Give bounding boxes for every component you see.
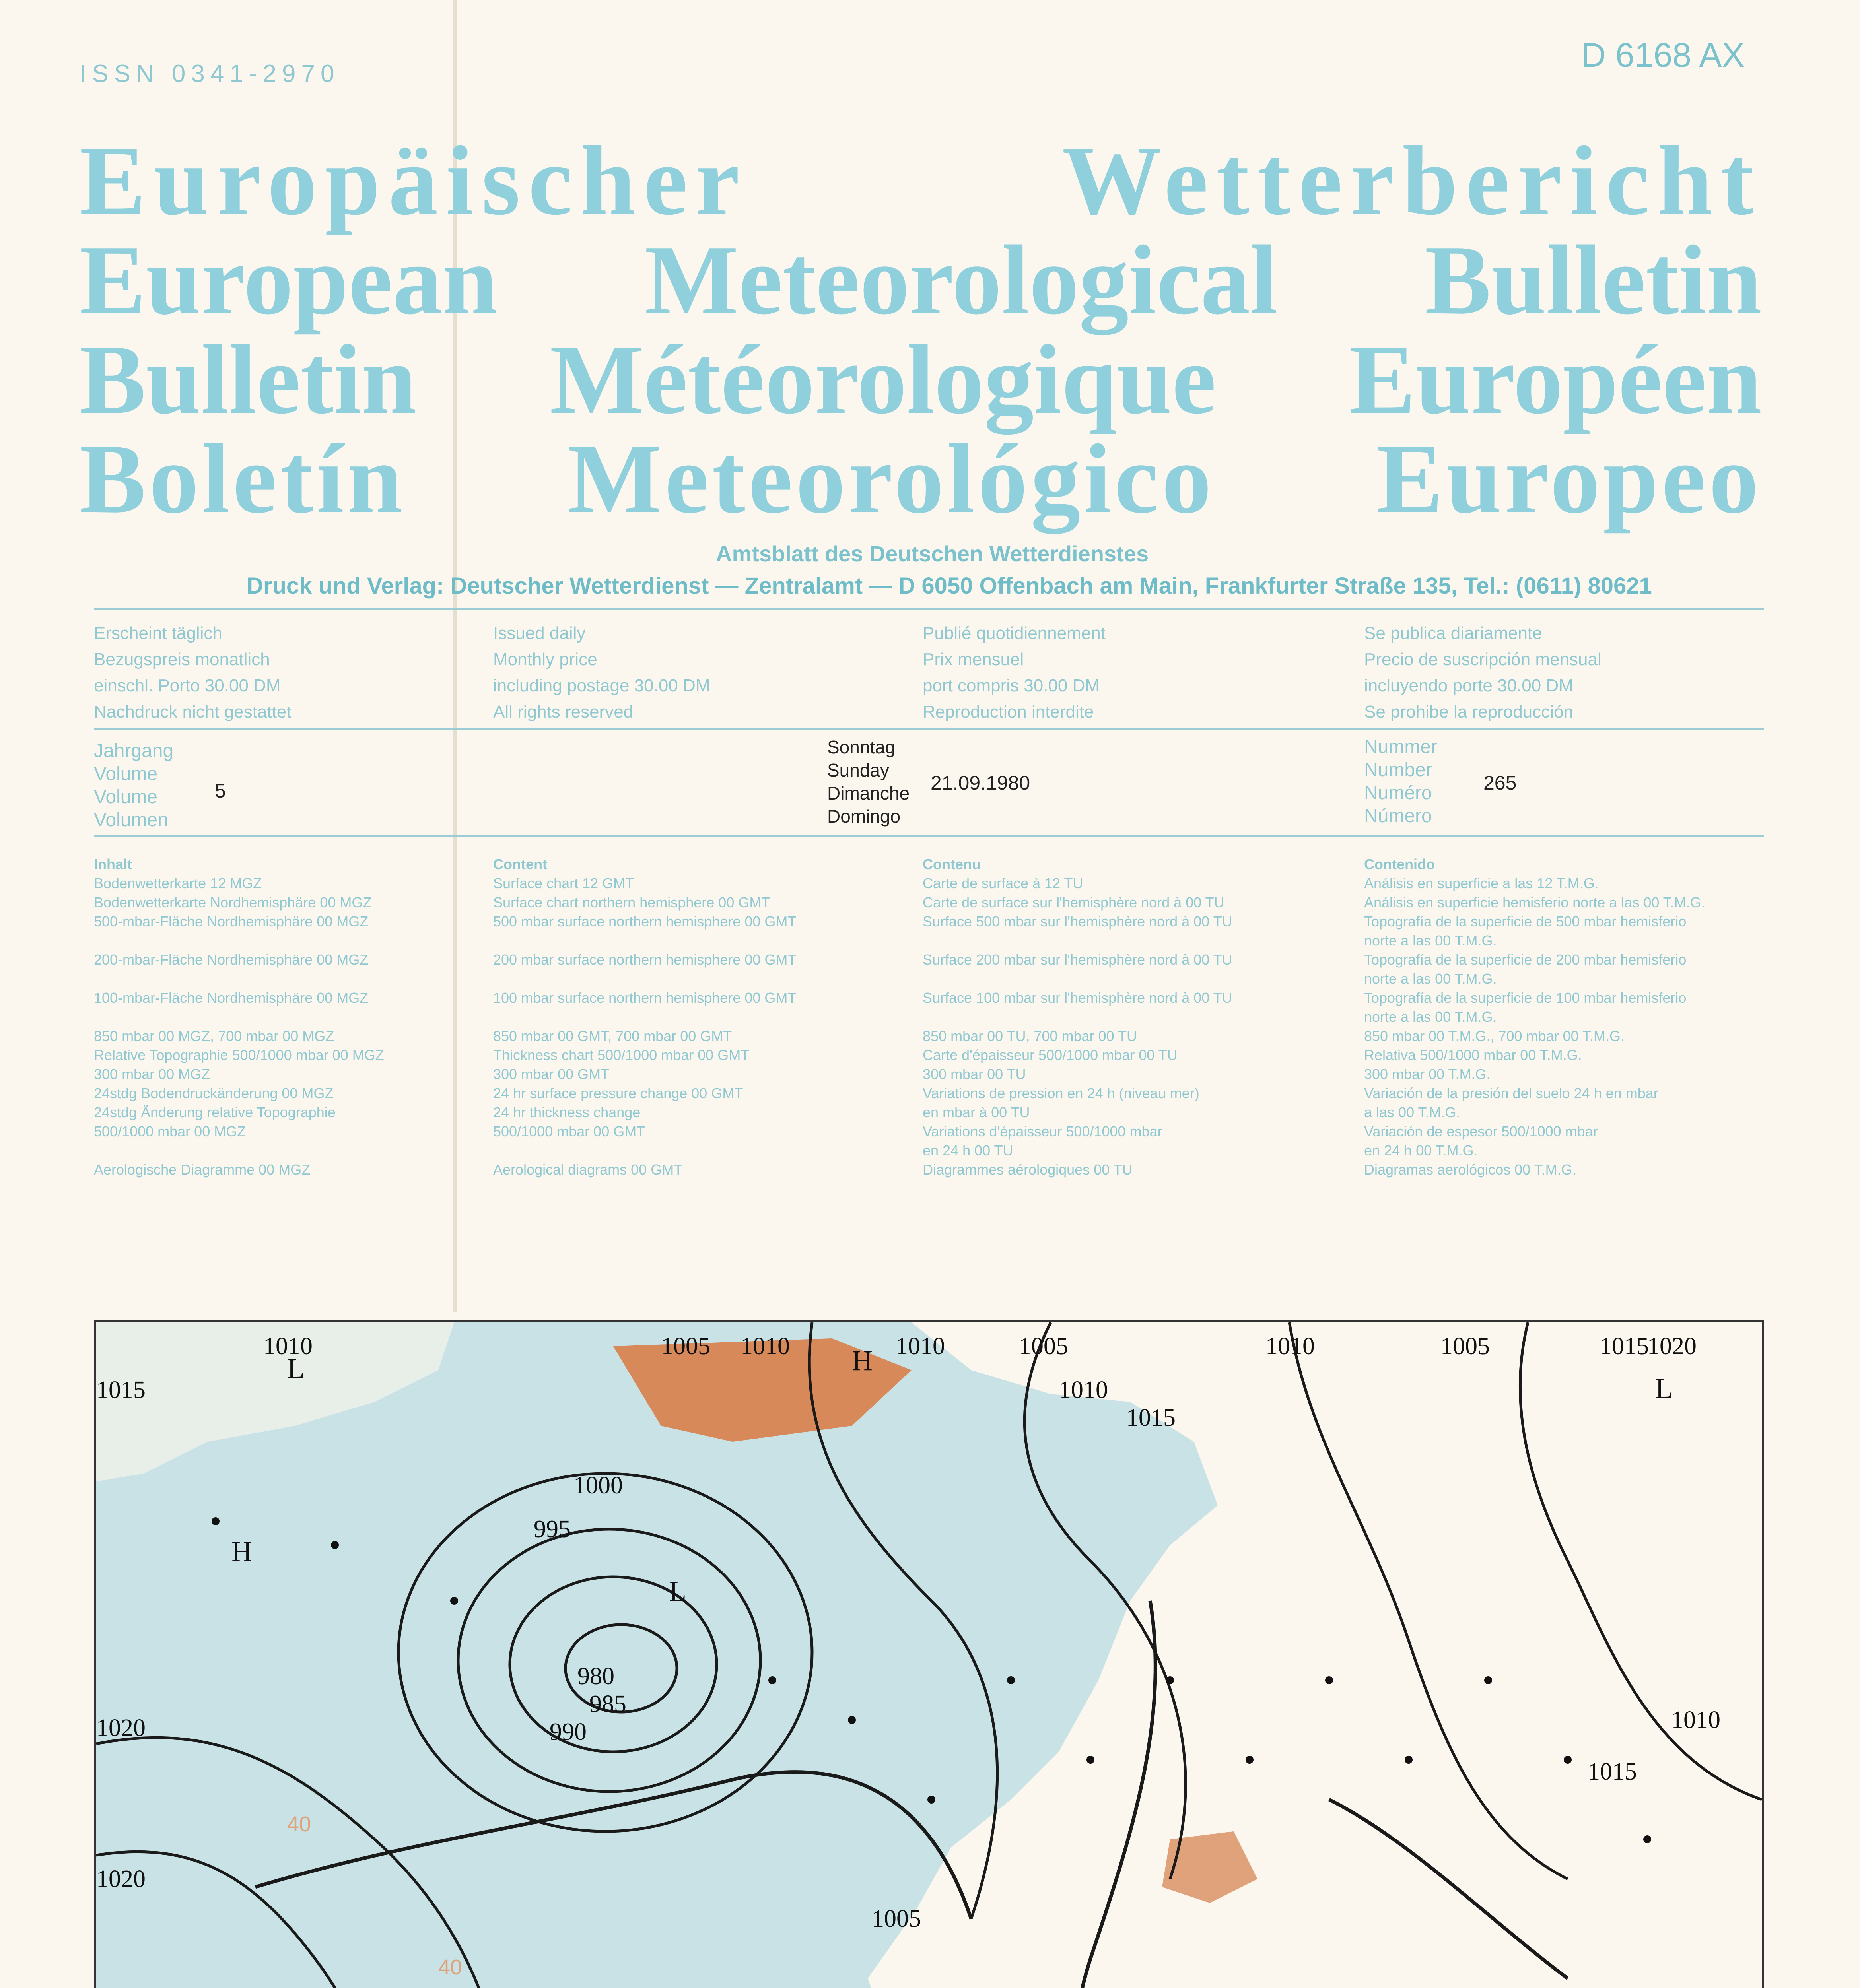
divider (94, 835, 1764, 837)
pressure-label: 990 (550, 1718, 587, 1745)
title-german: Europäischer Wetterbericht (80, 126, 1762, 236)
low-pressure-center: L (287, 1353, 305, 1384)
issue-number: 265 (1483, 772, 1517, 794)
title-english: European Meteorological Bulletin (80, 225, 1762, 335)
low-pressure-center: L (1655, 1373, 1673, 1404)
official-gazette-line: Amtsblatt des Deutschen Wetterdienstes (716, 541, 1149, 566)
contents-french: Contenu Carte de surface à 12 TU Carte de surface sur l'hemisphère nord à 00 TU Surface 500 mbar sur l'hemisphère nord à 00 TU Surface 200 mbar sur l'hemisphère nord à 00 TU Surface 100 mbar sur l'hemisphère nord à 00 TU 850 mbar 00 TU, 700 mbar 00 TU Carte d'épaisseur 500/1000 mbar 00 TU 300 mbar 00 TU Variations de pression en 24 h (niveau mer) en mbar à 00 TU Variations d'épaisseur 500/1000 mbar en 24 h 00 TU Diagrammes aérologiques 00 TU (923, 856, 1232, 1178)
pressure-label: 1010 (1265, 1333, 1315, 1360)
issue-date: 21.09.1980 (931, 772, 1030, 794)
title-spanish: Boletín Meteorológico Europeo (80, 424, 1762, 534)
publication-code: D 6168 AX (1581, 36, 1745, 74)
contents-spanish: Contenido Análisis en superficie a las 12 T.M.G. Análisis en superficie hemisferio norte a las 00 T.M.G. Topografía de la superficie de 500 mbar hemisferio norte a las 00 T.M.G. Topografía de la superficie de 200 mbar hemisferio norte a las 00 T.M.G. Topografía de la superficie de 100 mbar hemisferio norte a las 00 T.M.G. 850 mbar 00 T.M.G., 700 mbar 00 T.M.G. Relativa 500/1000 mbar 00 T.M.G. 300 mbar 00 T.M.G. Variación de la presión del suelo 24 h en mbar a las 00 T.M.G. Variación de espesor 500/1000 mbar en 24 h 00 T.M.G. Diagramas aerológicos 00 T.M.G. (1364, 856, 1705, 1178)
pressure-label: 1010 (1059, 1376, 1108, 1404)
pressure-label: 1005 (1019, 1333, 1068, 1360)
publisher-line: Druck und Verlag: Deutscher Wetterdienst — Zentralamt — D 6050 Offenbach am Main, Frankfurter Straße 135, Tel.: (0611) 80621 (247, 573, 1652, 599)
pressure-label: 995 (534, 1516, 571, 1543)
pressure-label: 1020 (1647, 1333, 1697, 1360)
volume-labels: Jahrgang Volume Volume Volumen (94, 740, 174, 831)
subscription-english: Issued daily Monthly price including postage 30.00 DM All rights reserved (493, 623, 710, 722)
contents-german: Inhalt Bodenwetterkarte 12 MGZ Bodenwetterkarte Nordhemisphäre 00 MGZ 500-mbar-Fläche Nordhemisphäre 00 MGZ 200-mbar-Fläche Nordhemisphäre 00 MGZ 100-mbar-Fläche Nordhemisphäre 00 MGZ 850 mbar 00 MGZ, 700 mbar 00 MGZ Relative Topographie 500/1000 mbar 00 MGZ 300 mbar 00 MGZ 24stdg Bodendruckänderung 00 MGZ 24stdg Änderung relative Topographie 500/1000 mbar 00 MGZ Aerologische Diagramme 00 MGZ (94, 856, 384, 1178)
contents-english: Content Surface chart 12 GMT Surface chart northern hemisphere 00 GMT 500 mbar surface northern hemisphere 00 GMT 200 mbar surface northern hemisphere 00 GMT 100 mbar surface northern hemisphere 00 GMT 850 mbar 00 GMT, 700 mbar 00 GMT Thickness chart 500/1000 mbar 00 GMT 300 mbar 00 GMT 24 hr surface pressure change 00 GMT 24 hr thickness change 500/1000 mbar 00 GMT Aerological diagrams 00 GMT (493, 856, 797, 1178)
pressure-label: 1010 (896, 1333, 945, 1360)
high-pressure-center: H (231, 1536, 252, 1567)
pressure-label: 1020 (96, 1866, 146, 1893)
pressure-label: 1020 (96, 1714, 146, 1741)
volume-value: 5 (215, 780, 226, 802)
divider (94, 728, 1764, 730)
pressure-label: 1015 (1600, 1333, 1649, 1360)
pressure-label: 1005 (1440, 1333, 1490, 1360)
low-pressure-center: L (669, 1575, 686, 1607)
subscription-german: Erscheint täglich Bezugspreis monatlich einschl. Porto 30.00 DM Nachdruck nicht gestattet (94, 623, 292, 722)
high-pressure-center: H (852, 1345, 873, 1376)
surface-weather-map (94, 1320, 1764, 1988)
divider (94, 608, 1764, 610)
pressure-label: 1010 (741, 1333, 790, 1360)
title-french: Bulletin Météorologique Européen (80, 324, 1762, 435)
map-canvas (96, 1322, 1762, 1988)
pressure-label: 1015 (96, 1376, 146, 1404)
pressure-label: 1015 (1126, 1404, 1176, 1431)
pressure-label: 985 (589, 1691, 626, 1718)
subscription-spanish: Se publica diariamente Precio de suscripción mensual incluyendo porte 30.00 DM Se prohibe la reproducción (1364, 623, 1602, 722)
lat-label: 40 (438, 1955, 463, 1979)
issn-number: ISSN 0341-2970 (80, 60, 340, 87)
pressure-label: 980 (577, 1663, 614, 1690)
pressure-label: 1005 (872, 1905, 921, 1932)
day-labels: Sonntag Sunday Dimanche Domingo (827, 737, 910, 827)
pressure-label: 1010 (263, 1333, 313, 1360)
pressure-label: 1005 (661, 1333, 710, 1360)
subscription-french: Publié quotidiennement Prix mensuel port compris 30.00 DM Reproduction interdite (923, 623, 1106, 722)
number-labels: Nummer Number Numéro Número (1364, 736, 1438, 827)
pressure-label: 1000 (573, 1472, 623, 1499)
pressure-label: 1010 (1671, 1706, 1720, 1734)
pressure-label: 1015 (1588, 1758, 1637, 1785)
lat-label: 40 (287, 1812, 311, 1836)
